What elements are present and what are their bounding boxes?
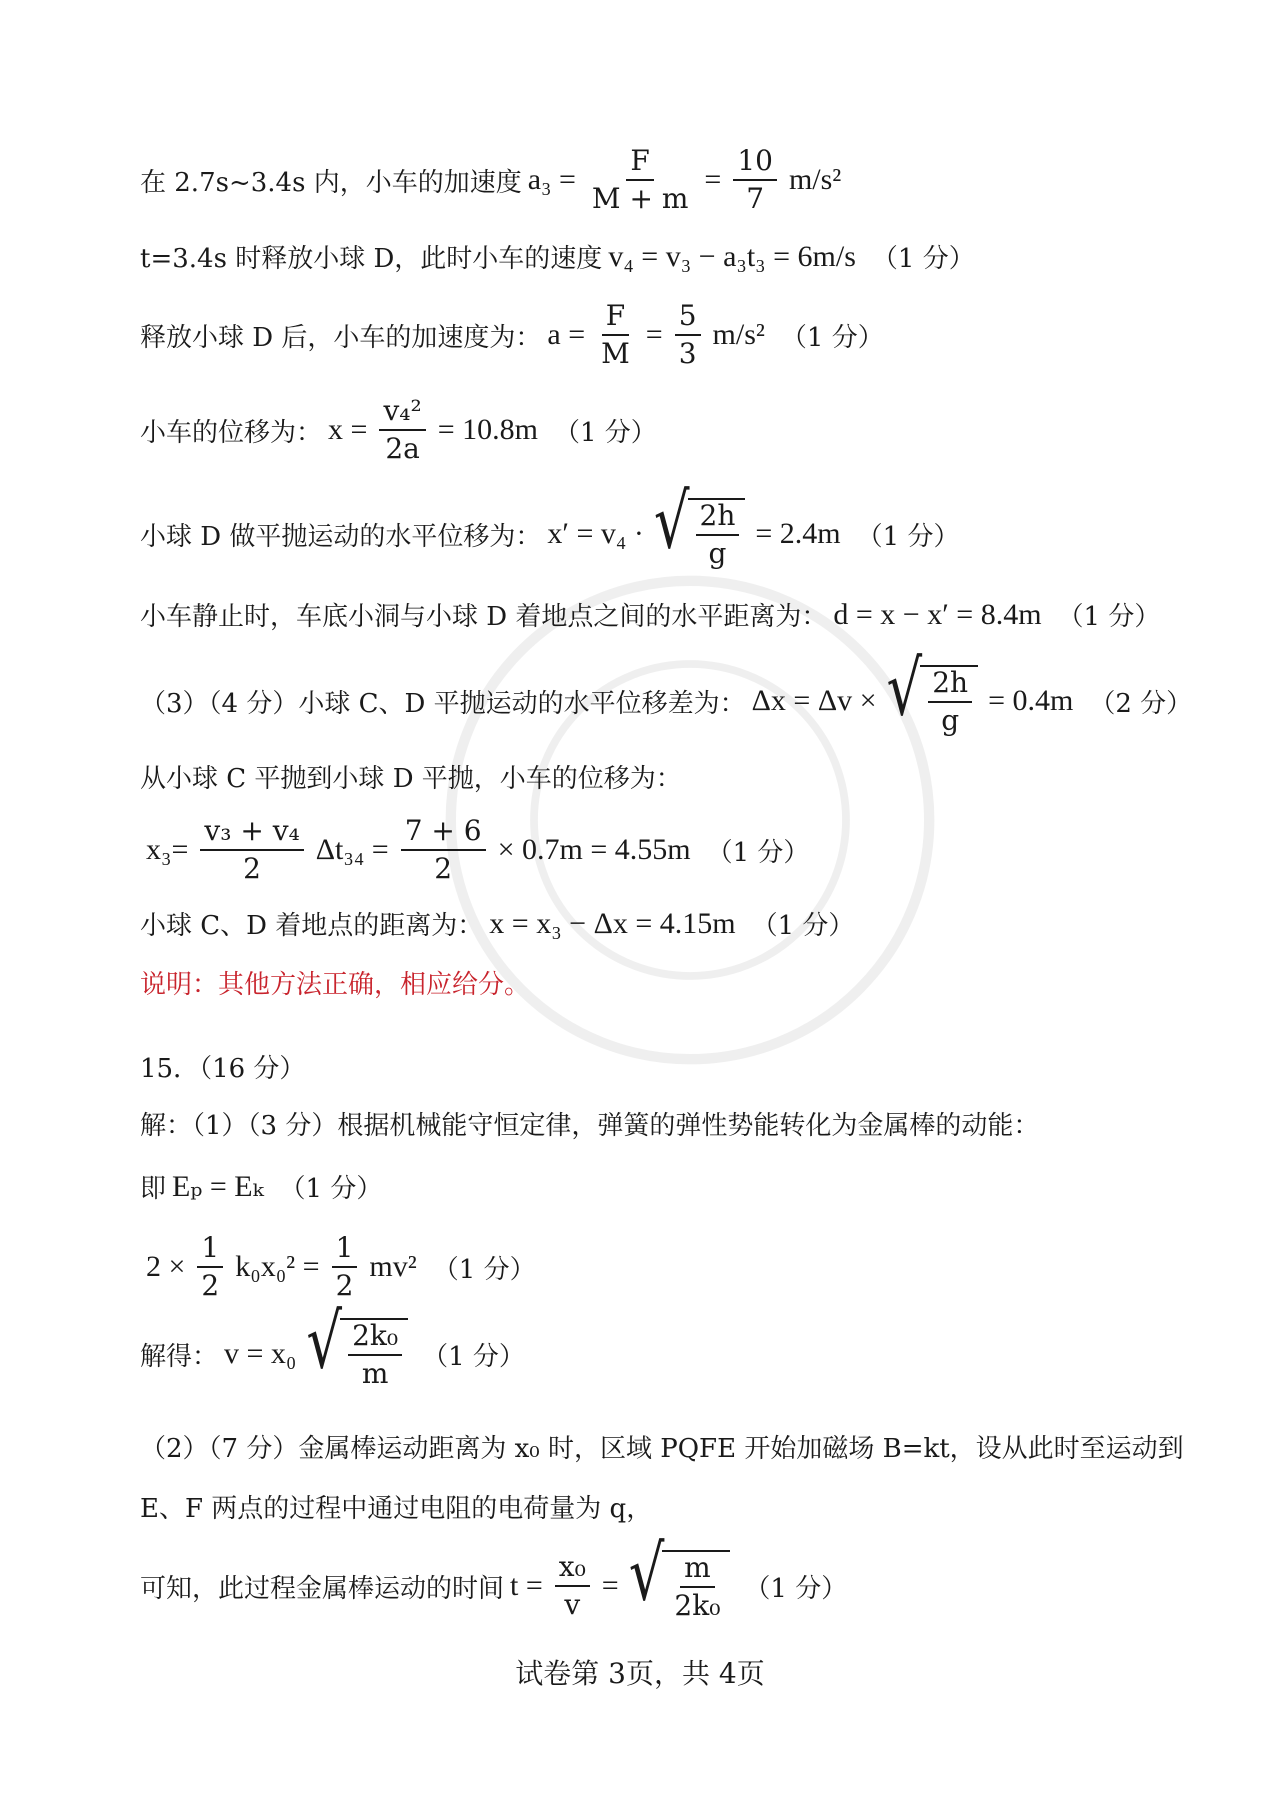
text-segment: t=3.4s 时释放小球 D，此时小车的速度 <box>140 244 603 274</box>
line-ball-d-horizontal <box>140 478 960 571</box>
line-part3-delta-x <box>140 645 1193 738</box>
text-segment: 小球 C、D 着地点的距离为： <box>140 911 484 941</box>
fraction <box>588 145 692 215</box>
fraction-denominator: 2 <box>434 852 453 886</box>
line-energy-equality <box>140 1168 382 1205</box>
points-label: （1 分） <box>279 1174 383 1204</box>
text-segment: 小车静止时，车底小洞与小球 D 着地点之间的水平距离为： <box>140 602 828 632</box>
fraction-denominator: m <box>361 1357 389 1391</box>
points-label: （1 分） <box>744 1573 848 1604</box>
formula-rhs: = 0.4m <box>988 684 1074 718</box>
points-label: （1 分） <box>856 521 960 552</box>
points-label: （1 分） <box>553 417 657 448</box>
formula-rhs: = 2.4m <box>755 517 841 551</box>
text-segment: 即 <box>140 1174 167 1204</box>
equals-sign: = <box>645 318 663 352</box>
line-acceleration-a3 <box>140 145 847 215</box>
text-segment: 在 2.7s~3.4s 内，小车的加速度 <box>140 167 522 198</box>
line-part1-intro <box>140 1105 1039 1142</box>
fraction <box>348 1320 402 1390</box>
note-text: 说明：其他方法正确，相应给分。 <box>140 970 531 1000</box>
formula-lhs: a₃ = <box>527 163 576 197</box>
fraction <box>332 1232 358 1302</box>
square-root <box>886 645 979 738</box>
text-segment: 从小球 C 平抛到小球 D 平抛，小车的位移为： <box>140 764 682 794</box>
fraction-numerator: 7 + 6 <box>401 815 486 851</box>
text-segment: 释放小球 D 后，小车的加速度为： <box>140 322 542 353</box>
formula-lhs: x₃= <box>146 833 189 867</box>
formula-middle: k₀x₀² = <box>235 1250 320 1284</box>
text-segment: 小球 D 做平抛运动的水平位移为： <box>140 521 542 552</box>
fraction-denominator: 2 <box>335 1269 354 1303</box>
equals-sign: = <box>704 163 722 197</box>
text-segment: 解得： <box>140 1341 219 1372</box>
radical-sign: √ <box>653 478 690 567</box>
formula-rhs: = 10.8m <box>437 413 538 447</box>
fraction <box>597 300 634 370</box>
fraction <box>928 667 972 737</box>
points-label: （1 分） <box>780 322 884 353</box>
fraction <box>675 300 701 370</box>
formula: x = x₃ − Δx = 4.15m <box>489 906 736 940</box>
radicand <box>920 665 978 737</box>
fraction-numerator: F <box>626 145 653 181</box>
fraction-numerator: v₃ + v₄ <box>200 815 303 851</box>
formula-lhs: x′ = v₄ · <box>547 517 644 551</box>
fraction <box>401 815 486 885</box>
fraction-numerator: 2h <box>928 667 972 703</box>
line-solve-v <box>140 1298 525 1391</box>
question-number: 15．（16 分） <box>140 1054 306 1084</box>
formula-prefix: 2 × <box>146 1250 186 1284</box>
fraction-denominator: 2 <box>243 852 261 886</box>
radical-sign: √ <box>628 1530 665 1619</box>
line-velocity-v4 <box>140 238 975 275</box>
fraction-denominator: 2a <box>385 432 420 466</box>
points-label: （1 分） <box>706 837 810 868</box>
fraction <box>200 815 303 885</box>
points-label: （1 分） <box>422 1341 525 1372</box>
text-segment: 可知，此过程金属棒运动的时间 <box>140 1573 505 1604</box>
fraction-numerator: 5 <box>675 300 701 336</box>
line-x3 <box>140 815 809 885</box>
unit: m/s² <box>788 163 842 197</box>
line-time-t <box>140 1530 848 1623</box>
fraction-numerator: 1 <box>197 1232 223 1268</box>
fraction-denominator: M <box>601 337 630 371</box>
fraction-denominator: v <box>564 1588 581 1622</box>
fraction-numerator: 2k₀ <box>348 1320 402 1356</box>
text-segment: （3）（4 分）小球 C、D 平抛运动的水平位移差为： <box>140 688 746 719</box>
radicand <box>662 1550 730 1622</box>
line-cart-displacement <box>140 395 657 465</box>
equals-sign: = <box>601 1569 619 1603</box>
fraction-denominator: g <box>941 704 960 738</box>
formula-rhs: × 0.7m = 4.55m <box>497 833 691 867</box>
square-root <box>653 478 746 571</box>
page-footer: 试卷第 3页，共 4页 <box>515 1657 765 1690</box>
line-horizontal-distance-d <box>140 596 1160 633</box>
question-15-header <box>140 1048 305 1085</box>
fraction-numerator: F <box>602 300 629 336</box>
fraction <box>670 1552 724 1622</box>
formula-rhs: mv² <box>369 1250 417 1284</box>
line-part2-intro <box>140 1428 1184 1465</box>
formula-middle: Δt₃₄ = <box>315 833 389 867</box>
line-acceleration-a <box>140 300 884 370</box>
fraction <box>197 1232 223 1302</box>
fraction <box>733 145 777 215</box>
text-segment: （2）（7 分）金属棒运动距离为 x₀ 时，区域 PQFE 开始加磁场 B=kt，设从此时至运动到 <box>140 1434 1184 1464</box>
fraction-denominator: M + m <box>591 182 689 216</box>
text-segment: E、F 两点的过程中通过电阻的电荷量为 q， <box>140 1494 653 1524</box>
points-label: （1 分） <box>432 1254 536 1285</box>
formula: Eₚ = Eₖ <box>172 1170 264 1203</box>
fraction-denominator: 7 <box>746 182 765 216</box>
formula-lhs: Δx = Δv × <box>751 684 877 718</box>
points-label: （2 分） <box>1089 688 1193 719</box>
radicand <box>340 1318 408 1390</box>
fraction <box>379 395 425 465</box>
text-segment: 解：（1）（3 分）根据机械能守恒定律，弹簧的弹性势能转化为金属棒的动能： <box>140 1111 1040 1141</box>
fraction-numerator: 2h <box>696 500 740 536</box>
unit: m/s² <box>712 318 765 352</box>
line-energy-equation <box>140 1232 536 1302</box>
fraction <box>696 500 740 570</box>
formula-lhs: a = <box>547 318 586 352</box>
fraction-numerator: x₀ <box>555 1551 590 1587</box>
fraction-denominator: 2k₀ <box>674 1589 721 1623</box>
line-cart-displacement-cd <box>140 758 682 795</box>
formula-lhs: x = <box>328 413 368 447</box>
radical-sign: √ <box>886 645 923 734</box>
fraction-denominator: g <box>708 537 727 571</box>
fraction <box>555 1551 590 1621</box>
fraction-denominator: 2 <box>201 1269 220 1303</box>
formula-lhs: v = x₀ <box>224 1337 297 1371</box>
formula: v₄ = v₃ − a₃t₃ = 6m/s <box>608 239 856 273</box>
grading-note <box>140 964 530 1001</box>
radical-sign: √ <box>306 1298 343 1387</box>
points-label: （1 分） <box>1057 602 1161 632</box>
points-label: （1 分） <box>751 911 855 941</box>
line-part2-charge <box>140 1488 652 1525</box>
fraction-denominator: 3 <box>678 337 697 371</box>
square-root <box>306 1298 408 1391</box>
formula: d = x − x′ = 8.4m <box>833 597 1042 631</box>
fraction-numerator: v₄² <box>379 395 425 431</box>
fraction-numerator: 10 <box>733 145 777 181</box>
formula-lhs: t = <box>510 1569 543 1603</box>
radicand <box>688 498 746 570</box>
line-landing-distance <box>140 905 854 942</box>
points-label: （1 分） <box>871 244 975 274</box>
fraction-numerator: 1 <box>332 1232 358 1268</box>
square-root <box>628 1530 731 1623</box>
fraction-numerator: m <box>680 1552 715 1588</box>
text-segment: 小车的位移为： <box>140 417 323 448</box>
